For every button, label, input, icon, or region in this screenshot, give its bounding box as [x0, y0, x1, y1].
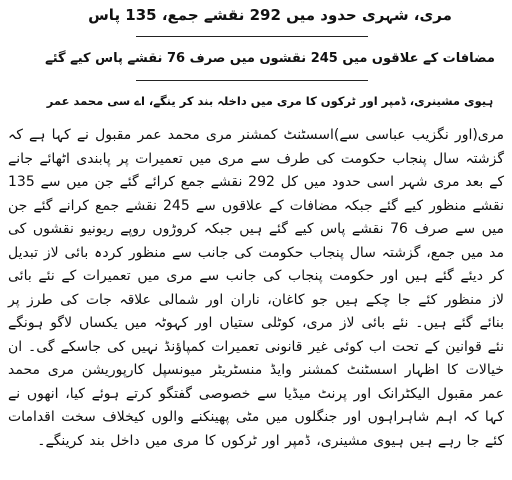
- headline-divider: [136, 80, 368, 81]
- headline-divider: [136, 36, 368, 37]
- headline-third: ہیوی مشینری، ڈمپر اور ٹرکوں کا مری میں داخلہ بند کر ینگے، اے سی محمد عمر: [46, 94, 494, 108]
- headline-main: مری، شہری حدود میں 292 نقشے جمع، 135 پاس: [88, 6, 452, 24]
- article-body: مری(اور نگزیب عباسی سے)اسسٹنٹ کمشنر مری محمد عمر مقبول نے کہا ہے کہ گزشتہ سال پنجاب حکومت کی طرف سے مری میں تعمیرات پر پابندی اٹھائے جانے کے بعد مری شہر اسی حدود میں کل 292 نقشے جمع کرائے گئے جن میں سے 135 نقشے منظور کیے گئے جبکہ مضافات کے علاقوں سے 245 نقشے جمع کرانے گئے جن میں سے صرف 76 نقشے پاس کیے گئے ہیں جبکہ کروڑوں روپے ریونیو نقشوں کی مد میں جمع، گزشتہ سال پنجاب حکومت کی جانب سے منظور کردہ بائی لاز تبدیل کر دیئے گئے ہیں اور حکومت پنجاب کی جانب سے مری میں تعمیرات کے نئے بائی لاز منظور کئے جا چکے ہیں جو کاغان، ناران اور شمالی علاقہ جات کی طرز پر بنائے گئے ہیں۔ نئے بائی لاز مری، کوٹلی ستیاں اور کہوٹہ میں یکساں لاگو ہونگے نئے قوانین کے تحت اب کوئی غیر قانونی تعمیرات کمپاؤنڈ نہیں کی جاسکے گی۔ ان خیالات کا اظہار اسسٹنٹ کمشنر وایڈ منسٹریٹر میونسپل کارپوریشن مری محمد عمر مقبول الیکٹرانک اور پرنٹ میڈیا سے خصوصی گفتگو کرتے ہوئے کیا، انھوں نے کہا کہ اہم شاہراہوں اور جنگلوں میں مٹی پھینکنے والوں کیخلاف سخت اقدامات کئے جا رہے ہیں ہیوی مشینری، ڈمپر اور ٹرکوں کا مری میں داخل بند کرینگے۔: [8, 127, 505, 449]
- headline-sub: مضافات کے علاقوں میں 245 نقشوں میں صرف 76 نقشے پاس کیے گئے: [45, 51, 495, 66]
